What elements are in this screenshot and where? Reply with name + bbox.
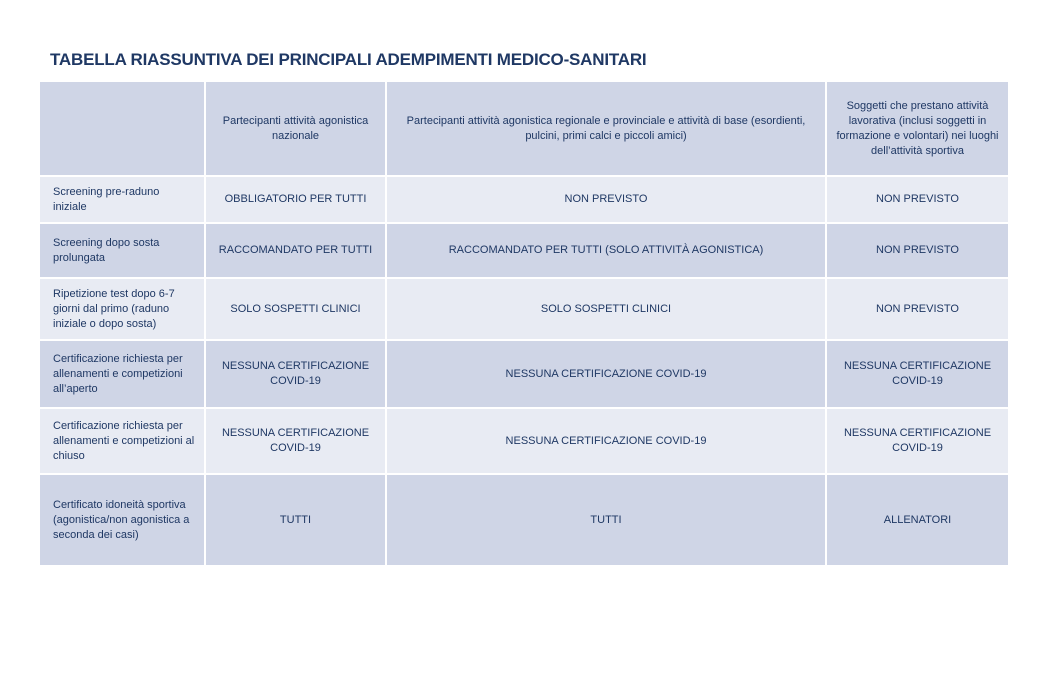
table-cell: SOLO SOSPETTI CLINICI	[205, 278, 386, 340]
table-row	[39, 474, 1009, 566]
table-row	[39, 278, 1009, 340]
table-cell: NESSUNA CERTIFICAZIONE COVID-19	[386, 340, 826, 408]
row-label: Screening dopo sosta prolungata	[39, 223, 205, 278]
table-cell: NESSUNA CERTIFICAZIONE COVID-19	[205, 340, 386, 408]
row-label: Screening pre-raduno iniziale	[39, 176, 205, 223]
table-cell: NON PREVISTO	[386, 176, 826, 223]
table-row	[39, 223, 1009, 278]
table-cell: NESSUNA CERTIFICAZIONE COVID-19	[205, 408, 386, 474]
table-row	[39, 176, 1009, 223]
row-label: Certificazione richiesta per allenamenti e competizioni all’aperto	[39, 340, 205, 408]
table-cell: SOLO SOSPETTI CLINICI	[386, 278, 826, 340]
table-cell: RACCOMANDATO PER TUTTI (SOLO ATTIVITÀ AGONISTICA)	[386, 223, 826, 278]
table-cell: NESSUNA CERTIFICAZIONE COVID-19	[386, 408, 826, 474]
table-header-row	[39, 81, 1009, 176]
row-label: Ripetizione test dopo 6-7 giorni dal primo (raduno iniziale o dopo sosta)	[39, 278, 205, 340]
table-cell: TUTTI	[386, 474, 826, 566]
table-cell: NESSUNA CERTIFICAZIONE COVID-19	[826, 408, 1009, 474]
table-cell: ALLENATORI	[826, 474, 1009, 566]
header-cell-workers: Soggetti che prestano attività lavorativa (inclusi soggetti in formazione e volontari) nei luoghi dell’attività sportiva	[826, 81, 1009, 176]
table-cell: OBBLIGATORIO PER TUTTI	[205, 176, 386, 223]
table-cell: NON PREVISTO	[826, 223, 1009, 278]
table-row	[39, 340, 1009, 408]
row-label: Certificazione richiesta per allenamenti e competizioni al chiuso	[39, 408, 205, 474]
page-title: TABELLA RIASSUNTIVA DEI PRINCIPALI ADEMPIMENTI MEDICO-SANITARI	[50, 50, 647, 69]
table-cell: NON PREVISTO	[826, 278, 1009, 340]
header-cell-regional: Partecipanti attività agonistica regionale e provinciale e attività di base (esordienti, pulcini, primi calci e piccoli amici)	[386, 81, 826, 176]
table-cell: RACCOMANDATO PER TUTTI	[205, 223, 386, 278]
table-cell: TUTTI	[205, 474, 386, 566]
table-row	[39, 408, 1009, 474]
header-cell-national: Partecipanti attività agonistica nazionale	[205, 81, 386, 176]
table-cell: NON PREVISTO	[826, 176, 1009, 223]
row-label: Certificato idoneità sportiva (agonistica/non agonistica a seconda dei casi)	[39, 474, 205, 566]
table-cell: NESSUNA CERTIFICAZIONE COVID-19	[826, 340, 1009, 408]
header-cell-empty	[39, 81, 205, 176]
summary-table	[38, 80, 1010, 567]
